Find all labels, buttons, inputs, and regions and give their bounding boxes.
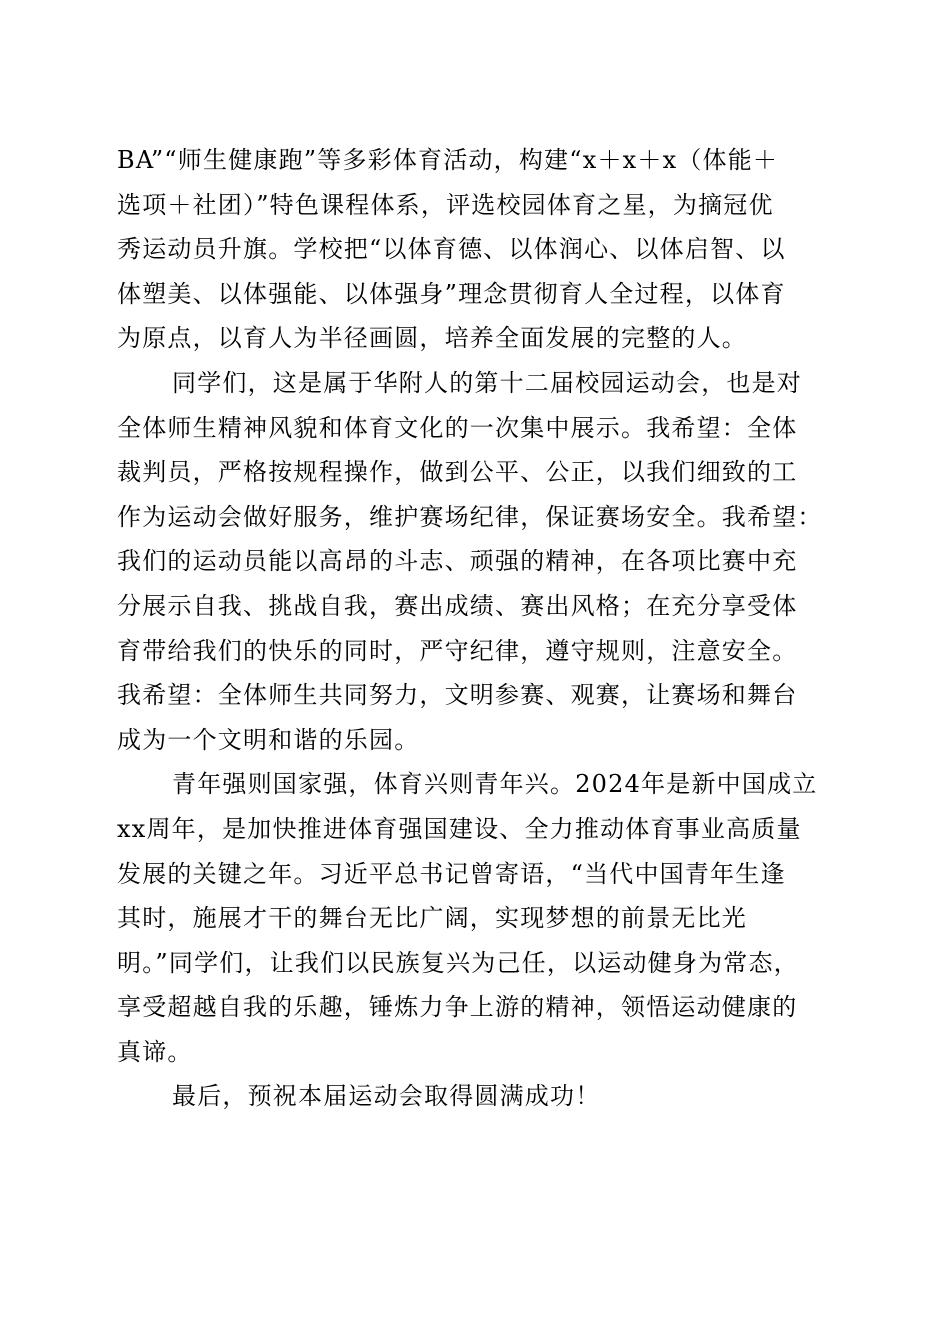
text-line: 我希望：全体师生共同努力，文明参赛、观赛，让赛场和舞台 [117,681,798,710]
text-line: 成为一个文明和谐的乐园。 [117,725,420,754]
text-line: 育带给我们的快乐的同时，严守纪律，遵守规则，注意安全。 [117,636,798,665]
paragraph-4 [117,1074,833,1119]
text-line: 同学们，这是属于华附人的第十二届校园运动会，也是对 [172,368,802,397]
text-line: 发展的关键之年。习近平总书记曾寄语，“当代中国青年生逢 [117,859,786,888]
paragraph-3 [117,762,833,1074]
text-line: xx周年，是加快推进体育强国建设、全力推动体育事业高质量 [117,814,802,843]
text-line: 其时，施展才干的舞台无比广阔，实现梦想的前景无比光 [117,904,747,933]
text-line: 享受超越自我的乐趣，锤炼力争上游的精神，领悟运动健康的 [117,993,798,1022]
text-line: 全体师生精神风貌和体育文化的一次集中展示。我希望：全体 [117,413,798,442]
text-line: 选项＋社团）”特色课程体系，评选校园体育之星，为摘冠优 [117,190,774,219]
text-line: BA”“师生健康跑”等多彩体育活动，构建“x＋x＋x（体能＋ [117,146,779,174]
text-line: 最后，预祝本届运动会取得圆满成功！ [172,1082,601,1111]
paragraph-2 [117,361,833,762]
paragraph-1 [117,138,833,361]
text-line: 我们的运动员能以高昂的斗志、顽强的精神，在各项比赛中充 [117,547,798,576]
text-line: 为原点，以育人为半径画圆，培养全面发展的完整的人。 [117,324,747,353]
text-line: 裁判员，严格按规程操作，做到公平、公正，以我们细致的工 [117,458,798,487]
text-line: 作为运动会做好服务，维护赛场纪律，保证赛场安全。我希望： [117,502,823,531]
text-line: 真谛。 [117,1037,193,1066]
text-line: 秀运动员升旗。学校把“以体育德、以体润心、以体启智、以 [117,235,786,264]
text-line: 体塑美、以体强能、以体强身”理念贯彻育人全过程，以体育 [117,279,786,308]
text-line: 青年强则国家强，体育兴则青年兴。2024年是新中国成立 [172,770,818,799]
text-line: 分展示自我、挑战自我，赛出成绩、赛出风格；在充分享受体 [117,591,798,620]
text-line: 明。”同学们，让我们以民族复兴为己任，以运动健身为常态， [117,948,799,977]
document-body [117,138,833,1119]
